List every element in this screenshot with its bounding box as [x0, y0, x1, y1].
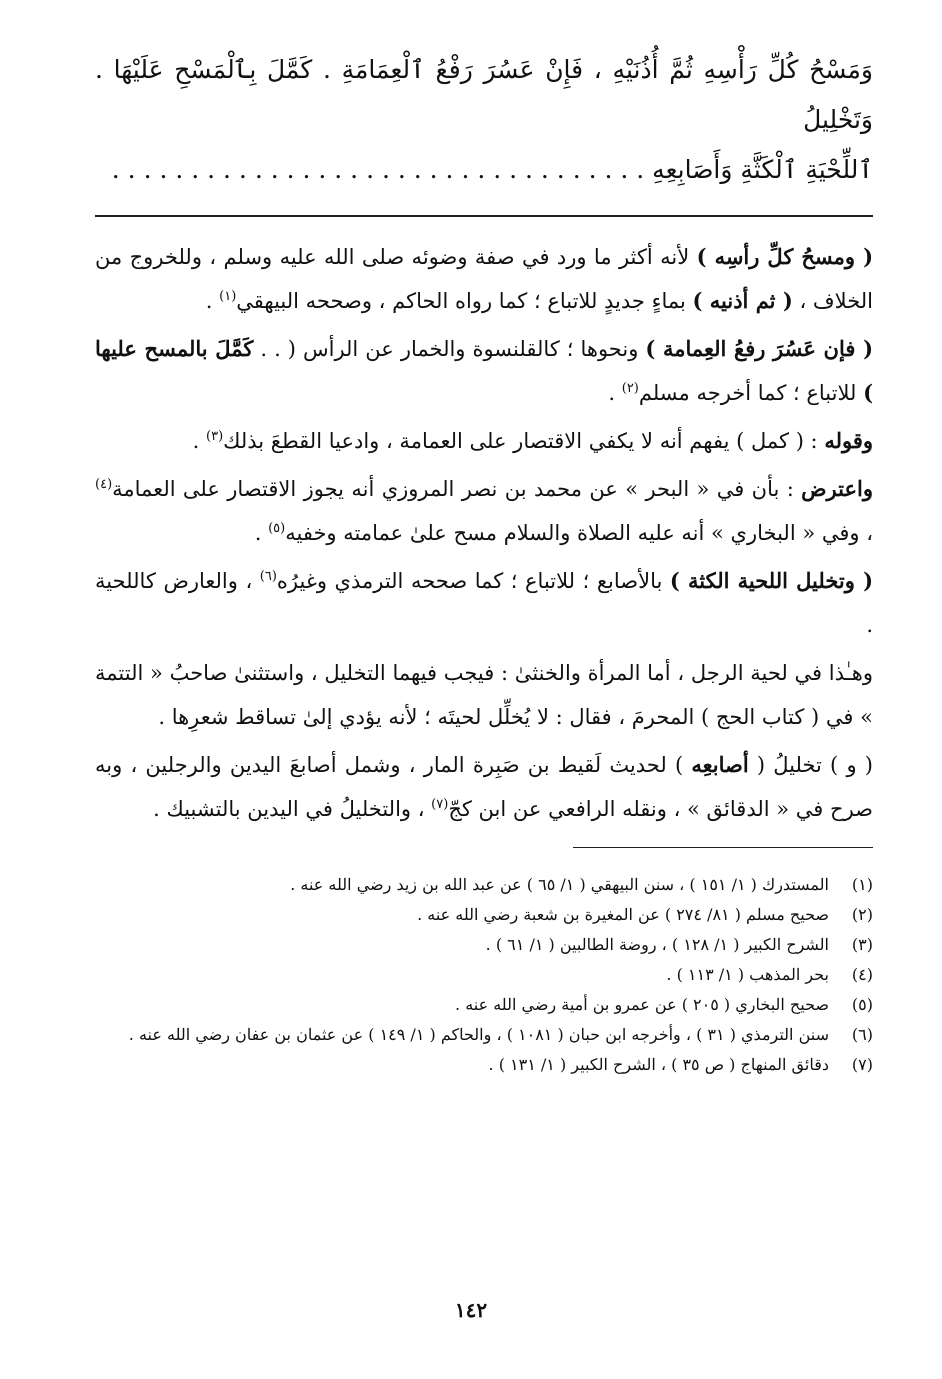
quoted-matn: ( ومسحُ كلِّ رأسِه ) — [696, 244, 874, 269]
bold-term: وقوله — [824, 428, 873, 453]
commentary-paragraph — [95, 467, 873, 555]
page-number: ١٤٢ — [454, 1298, 488, 1322]
matn-line-1: وَمَسْحُ كُلِّ رَأْسِهِ ثُمَّ أُذُنَيْهِ ، فَإِنْ عَسُرَ رَفْعُ ٱلْعِمَامَةِ . كَمَّلَ بِٱلْمَسْحِ عَلَيْهَا . وَتَخْلِيلُ — [95, 55, 873, 134]
commentary-span: ونحوها ؛ كالقلنسوة والخمار عن الرأس ( . . — [253, 337, 646, 361]
quoted-matn: ( فإن عَسُرَ رفعُ العِمامة ) — [645, 336, 874, 361]
footnote-number: (٥) — [851, 995, 873, 1014]
commentary-paragraph: وهـٰذا في لحية الرجل ، أما المرأة والخنثىٰ : فيجب فيهما التخليل ، واستثنىٰ صاحبُ « التتمة » في ( كتاب الحج ) المحرمَ ، فقال : لا يُخلِّل لحيتَه ؛ لأنه يؤدي إلىٰ تساقط شعرِها . — [95, 661, 873, 729]
footnote-ref[interactable]: (٧) — [431, 797, 449, 812]
footnote-text: الشرح الكبير ( ١/ ١٢٨ ) ، روضة الطالبين ( ١/ ٦١ ) . — [485, 935, 829, 954]
commentary-span: بماءٍ جديدٍ للاتباع ؛ كما رواه الحاكم ، وصححه البيهقي — [236, 289, 693, 313]
commentary-paragraph — [95, 419, 873, 463]
commentary-span: ، وفي « البخاري » أنه عليه الصلاة والسلام مسح علىٰ عمامته وخفيه — [285, 521, 873, 545]
footnote-number: (٣) — [851, 935, 873, 954]
commentary-span: . — [192, 429, 206, 453]
quoted-matn: كَمَّلَ بالمسح عليها ) — [95, 336, 873, 405]
commentary-paragraph — [95, 235, 873, 323]
commentary-paragraph — [95, 559, 873, 647]
footnote-ref[interactable]: (٢) — [621, 381, 639, 396]
commentary-span: ) لحديث لَقيط بن صَبِرة المار ، وشمل أصابعَ اليدين والرجلين ، وبه صرح في « الدقائق » ، ونقله الرافعي عن ابن كجّ — [95, 753, 873, 821]
footnote-ref[interactable]: (٣) — [206, 429, 224, 444]
footnote-item — [95, 930, 873, 960]
book-page — [95, 45, 873, 1080]
commentary-span: ، والتخليلُ في اليدين بالتشبيك . — [153, 797, 432, 821]
footnote-item — [95, 1050, 873, 1080]
commentary-span: لأنه أكثر ما ورد في صفة وضوئه صلى الله عليه وسلم ، وللخروج من الخلاف ، — [95, 245, 873, 313]
matn-divider — [95, 215, 873, 217]
matn-text — [95, 45, 873, 195]
quoted-matn: أصابعِه — [691, 752, 749, 777]
commentary-span: للاتباع ؛ كما أخرجه مسلم — [638, 381, 864, 405]
footnote-number: (٤) — [851, 965, 873, 984]
footnote-text: سنن الترمذي ( ٣١ ) ، وأخرجه ابن حبان ( ١٠٨١ ) ، والحاكم ( ١/ ١٤٩ ) عن عثمان بن عفان رضي الله عنه . — [128, 1025, 829, 1044]
footnotes — [95, 870, 873, 1080]
commentary-span: : بأن في « البحر » عن محمد بن نصر المروزي أنه يجوز الاقتصار على العمامة — [112, 477, 802, 501]
footnote-number: (٧) — [851, 1055, 873, 1074]
footnote-number: (٢) — [851, 905, 873, 924]
footnote-text: صحيح البخاري ( ٢٠٥ ) عن عمرو بن أمية رضي الله عنه . — [455, 995, 829, 1014]
commentary-span: : ( كمل ) يفهم أنه لا يكفي الاقتصار على العمامة ، وادعيا القطعَ بذلك — [223, 429, 825, 453]
footnote-item — [95, 960, 873, 990]
footnote-divider — [573, 847, 873, 848]
footnote-number: (١) — [851, 875, 873, 894]
footnote-item — [95, 1020, 873, 1050]
footnote-ref[interactable]: (٤) — [95, 477, 113, 492]
commentary-span: . — [205, 289, 220, 313]
footnote-item — [95, 870, 873, 900]
commentary-span: ( و ) تخليلُ ( — [748, 753, 873, 777]
footnote-item — [95, 990, 873, 1020]
commentary-text — [95, 235, 873, 831]
commentary-span: ، والعارض كاللحية . — [95, 569, 873, 637]
footnote-divider-wrap — [95, 835, 873, 870]
footnote-text: دقائق المنهاج ( ص ٣٥ ) ، الشرح الكبير ( ١/ ١٣١ ) . — [488, 1055, 829, 1074]
commentary-paragraph — [95, 327, 873, 415]
quoted-matn: ( ثم أذنيه ) — [692, 288, 793, 313]
footnote-text: المستدرك ( ١/ ١٥١ ) ، سنن البيهقي ( ١/ ٦٥ ) عن عبد الله بن زيد رضي الله عنه . — [290, 875, 829, 894]
footnote-number: (٦) — [851, 1025, 873, 1044]
footnote-text: صحيح مسلم ( ٨١/ ٢٧٤ ) عن المغيرة بن شعبة رضي الله عنه . — [417, 905, 829, 924]
footnote-text: بحر المذهب ( ١/ ١١٣ ) . — [666, 965, 829, 984]
matn-line-2: ٱللِّحْيَةِ ٱلْكَثَّةِ وَأَصَابِعِهِ . . . . . . . . . . . . . . . . . . . . . . . . . . . . . . . . . . — [111, 155, 873, 184]
commentary-span: بالأصابع ؛ للاتباع ؛ كما صححه الترمذي وغيرُه — [276, 569, 670, 593]
quoted-matn: ( وتخليل اللحية الكثة ) — [669, 568, 874, 593]
bold-term: واعترض — [801, 476, 873, 501]
commentary-paragraph — [95, 743, 873, 831]
commentary-span: . — [254, 521, 269, 545]
footnote-ref[interactable]: (٥) — [268, 521, 286, 536]
footnote-ref[interactable]: (٦) — [259, 569, 277, 584]
commentary-span: . — [608, 381, 622, 405]
footnote-item — [95, 900, 873, 930]
footnote-ref[interactable]: (١) — [219, 289, 237, 304]
